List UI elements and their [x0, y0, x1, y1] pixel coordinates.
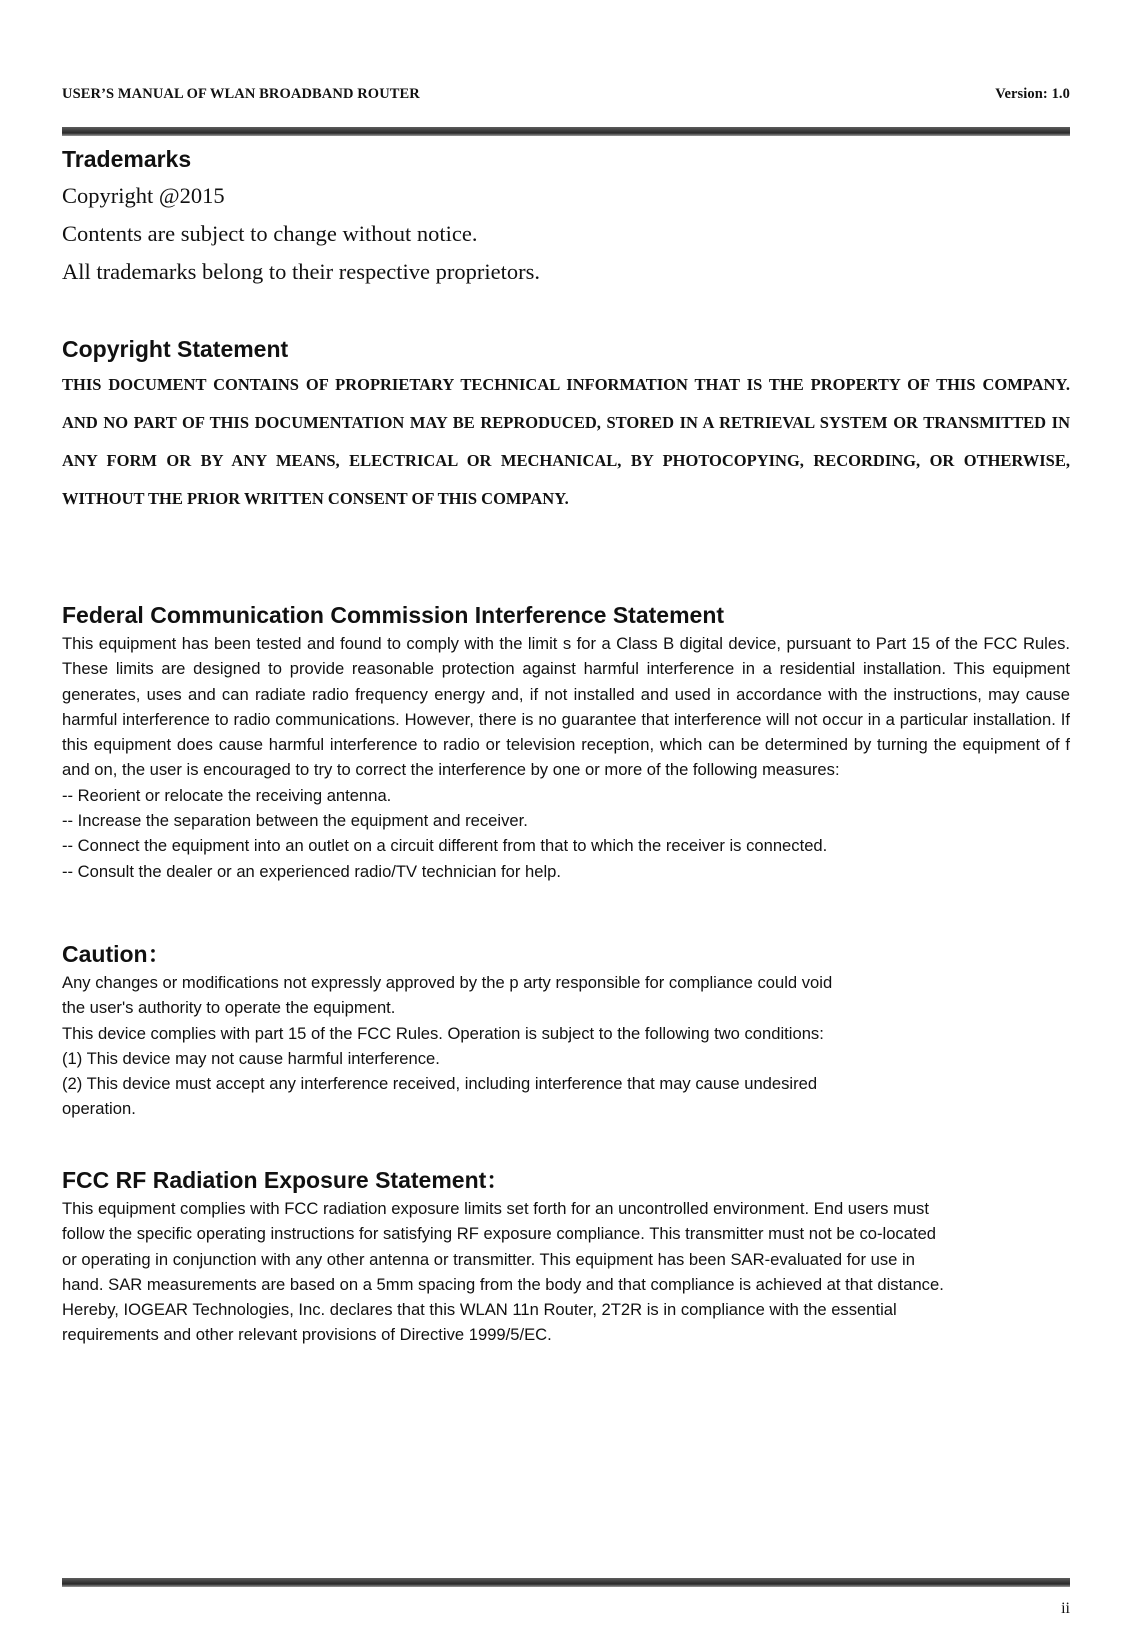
fcc-interference-section [62, 600, 1070, 884]
copyright-statement-heading: Copyright Statement [62, 336, 289, 362]
header-rule [62, 127, 1070, 136]
trademarks-heading: Trademarks [62, 146, 192, 172]
header-version: Version: 1.0 [995, 86, 1070, 102]
fcc-measure-item: -- Increase the separation between the equipment and receiver. [62, 811, 528, 831]
caution-line: the user's authority to operate the equipment. [62, 998, 396, 1018]
footer-rule [62, 1578, 1070, 1587]
caution-line: This device complies with part 15 of the FCC Rules. Operation is subject to the following two conditions: [62, 1023, 824, 1043]
caution-line: (2) This device must accept any interference received, including interference that may cause undesired [62, 1074, 818, 1094]
copyright-statement-text: THIS DOCUMENT CONTAINS OF PROPRIETARY TECHNICAL INFORMATION THAT IS THE PROPERTY OF THIS COMPANY. AND NO PART OF THIS DOCUMENTATION MAY BE REPRODUCED, STORED IN A RETRIEVAL SYSTEM OR TRANSMITTED IN ANY FORM OR BY ANY MEANS, ELECTRICAL OR MECHANICAL, BY PHOTOCOPYING, RECORDING, OR OTHERWISE, WITHOUT THE PRIOR WRITTEN CONSENT OF THIS COMPANY. [62, 375, 1070, 508]
fcc-measure-item: -- Reorient or relocate the receiving antenna. [62, 785, 392, 805]
fcc-measure-item: -- Consult the dealer or an experienced radio/TV technician for help. [62, 861, 562, 881]
rf-exposure-heading: FCC RF Radiation Exposure Statement： [62, 1167, 510, 1193]
manual-page [62, 0, 1070, 1652]
trademarks-section [62, 144, 1070, 291]
trademarks-line: Copyright @2015 [62, 183, 225, 208]
trademarks-line: Contents are subject to change without notice. [62, 221, 478, 246]
header-title: USER’S MANUAL OF WLAN BROADBAND ROUTER [62, 86, 420, 102]
rf-exposure-line: follow the specific operating instructions for satisfying RF exposure compliance. This transmitter must not be co-located [62, 1224, 937, 1244]
caution-line: operation. [62, 1099, 136, 1119]
rf-exposure-line: requirements and other relevant provisions of Directive 1999/5/EC. [62, 1325, 552, 1345]
fcc-measure-item: -- Connect the equipment into an outlet on a circuit different from that to which the receiver is connected. [62, 836, 828, 856]
fcc-interference-heading: Federal Communication Commission Interference Statement [62, 602, 725, 628]
rf-exposure-line: hand. SAR measurements are based on a 5mm spacing from the body and that compliance is achieved at that distance. [62, 1274, 944, 1294]
rf-exposure-line: Hereby, IOGEAR Technologies, Inc. declares that this WLAN 11n Router, 2T2R is in compliance with the essential [62, 1300, 897, 1320]
rf-exposure-section [62, 1165, 1070, 1348]
caution-section [62, 939, 1070, 1122]
copyright-statement-section [62, 334, 1070, 518]
fcc-interference-paragraph: This equipment has been tested and found to comply with the limit s for a Class B digital device, pursuant to Part 15 of the FCC Rules. These limits are designed to provide reasonable protection against harmful interference in a residential installation. This equipment generates, uses and can radiate radio frequency energy and, if not installed and used in accordance with the instructions, may cause harmful interference to radio communications. However, there is no guarantee that interference will not occur in a particular installation. If this equipment does cause harmful interference to radio or television reception, which can be determined by turning the equipment of f and on, the user is encouraged to try to correct the interference by one or more of the following measures: [62, 634, 1070, 780]
caution-heading: Caution： [62, 941, 171, 967]
rf-exposure-line: This equipment complies with FCC radiation exposure limits set forth for an uncontrolled environment. End users must [62, 1199, 929, 1218]
caution-line: Any changes or modifications not expressly approved by the p arty responsible for compliance could void [62, 973, 833, 992]
trademarks-line: All trademarks belong to their respective proprietors. [62, 259, 540, 284]
caution-line: (1) This device may not cause harmful interference. [62, 1048, 440, 1068]
page-number: ii [1061, 1600, 1070, 1617]
rf-exposure-line: or operating in conjunction with any other antenna or transmitter. This equipment has been SAR-evaluated for use in [62, 1249, 915, 1269]
